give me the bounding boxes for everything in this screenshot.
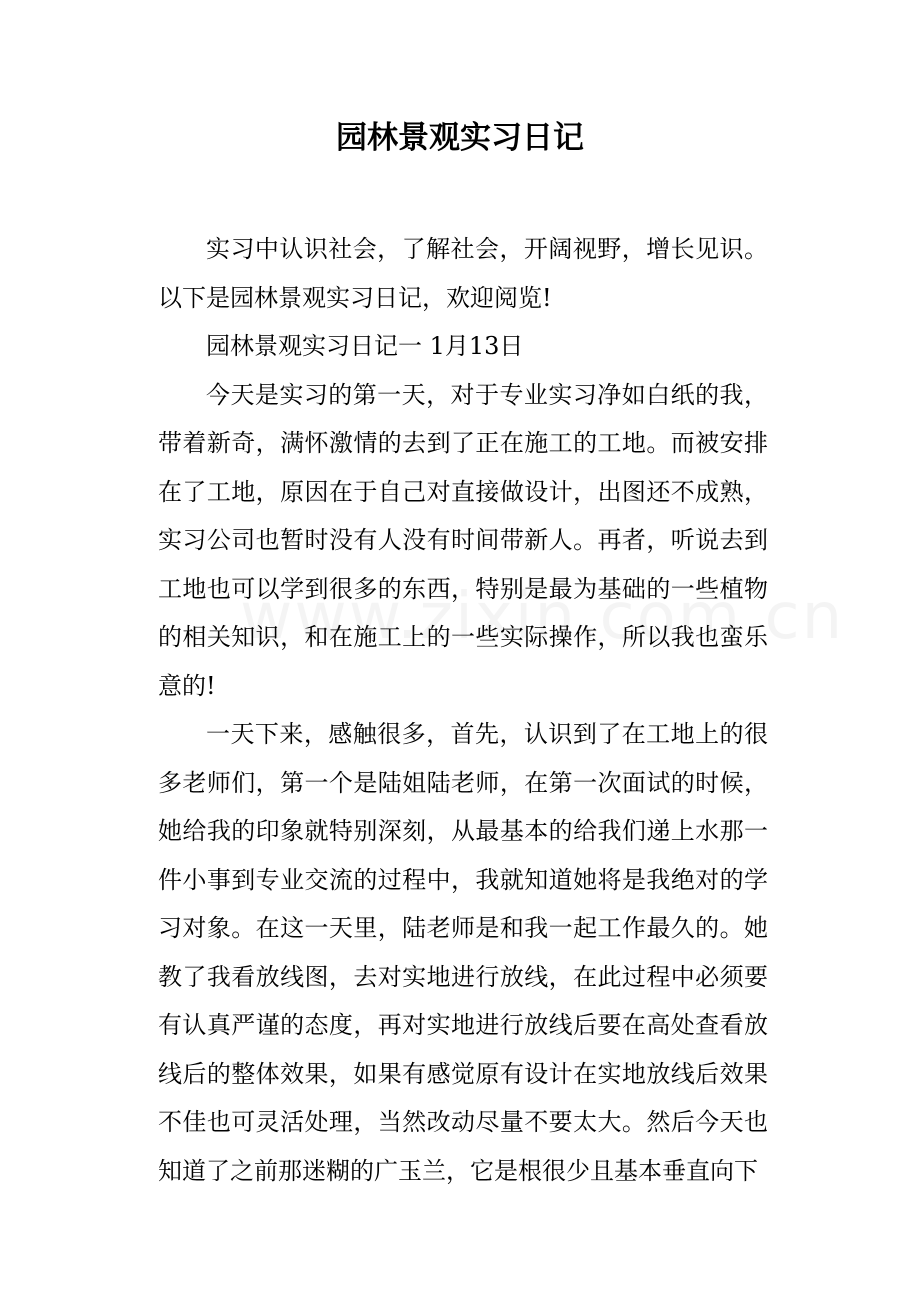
body-paragraph: 一天下来，感触很多，首先，认识到了在工地上的很多老师们，第一个是陆姐陆老师，在第一次面试的时候，她给我的印象就特别深刻，从最基本的给我们递上水那一件小事到专业交流的过程中，我就知道她将是我绝对的学习对象。在这一天里，陆老师是和我一起工作最久的。她教了我看放线图，去对实地进行放线，在此过程中必须要有认真严谨的态度，再对实地进行放线后要在高处查看放线后的整体效果，如果有感觉原有设计在实地放线后效果不佳也可灵活处理，当然改动尽量不要太大。然后今天也知道了之前那迷糊的广玉兰，它是根很少且基本垂直向下 — [158, 720, 768, 1185]
document-body — [158, 225, 768, 1195]
body-paragraph: 今天是实习的第一天，对于专业实习净如白纸的我，带着新奇，满怀激情的去到了正在施工的工地。而被安排在了工地，原因在于自己对直接做设计，出图还不成熟，实习公司也暂时没有人没有时间带新人。再者，听说去到工地也可以学到很多的东西，特别是最为基础的一些植物的相关知识，和在施工上的一些实际操作，所以我也蛮乐意的! — [158, 380, 768, 700]
diary-heading: 园林景观实习日记一 1月13日 — [206, 332, 524, 360]
intro-paragraph: 实习中认识社会，了解社会，开阔视野，增长见识。以下是园林景观实习日记，欢迎阅览! — [158, 235, 768, 312]
document-title: 园林景观实习日记 — [336, 120, 584, 156]
